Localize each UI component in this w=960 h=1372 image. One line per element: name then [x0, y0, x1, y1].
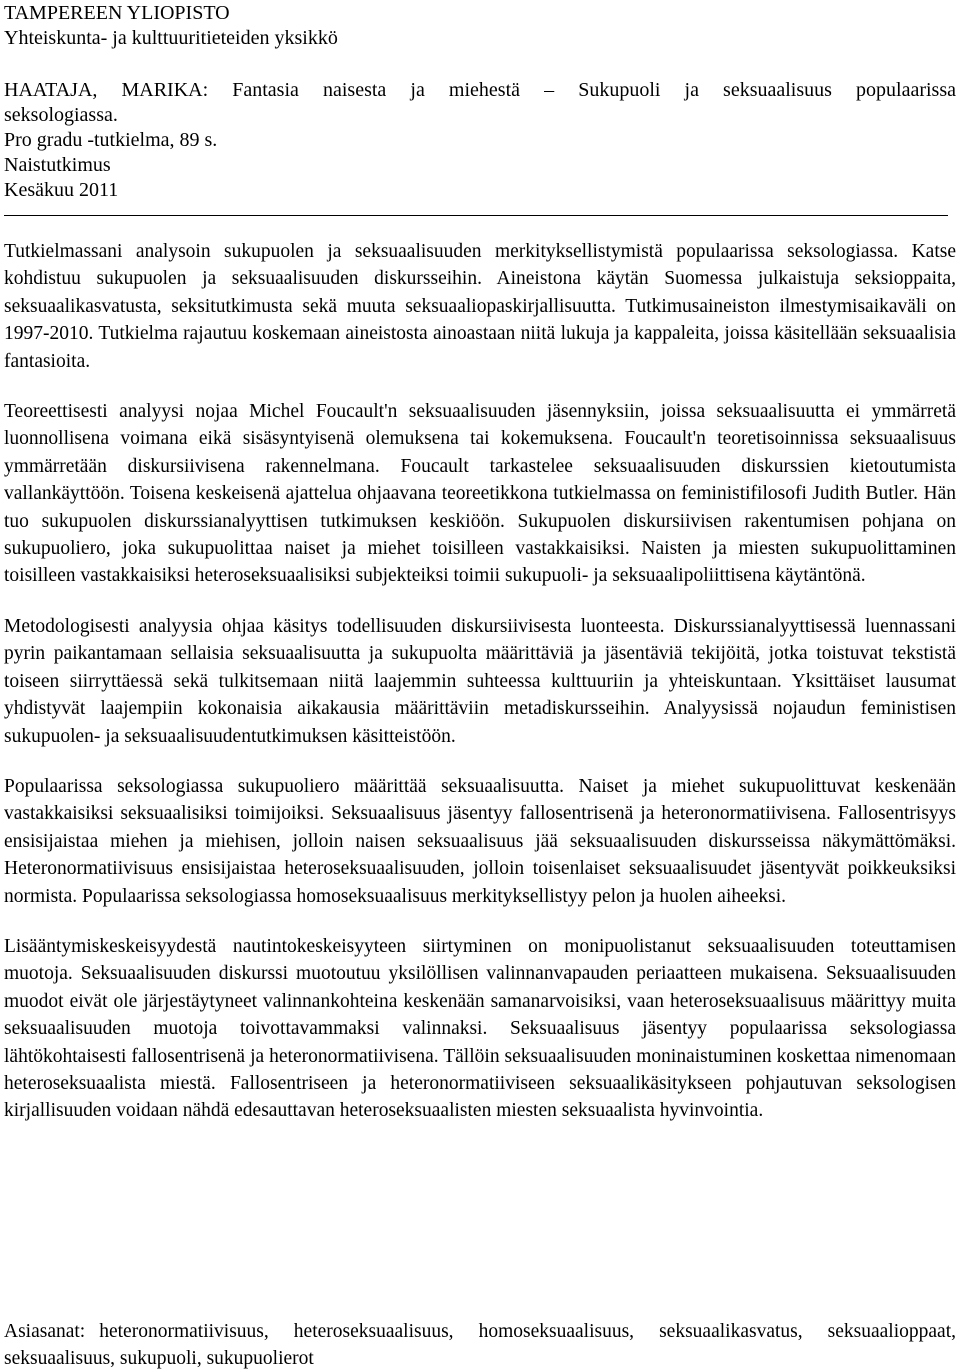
date: Kesäkuu 2011	[4, 179, 119, 201]
author-and-title: HAATAJA, MARIKA: Fantasia naisesta ja miehestä – Sukupuoli ja seksuaalisuus populaarissa	[4, 79, 956, 101]
abstract-paragraph: Lisääntymiskeskeisyydestä nautintokeskeisyyteen siirtyminen on monipuolistanut seksuaalisuuden toteuttamisen muotoja. Seksuaalisuuden diskurssi muotoutuu yksilöllisen valinnanvapauden periaatteen mukaisena. Seksuaalisuuden muodot eivät ole järjestäytyneet valinnankohteina keskenään samanarvoisiksi, vaan heteroseksuaalisuus määrittyy muita seksuaalisuuden muotoja toivottavammaksi valinnaksi. Seksuaalisuus jäsentyy populaarissa seksologiassa lähtökohtaisesti fallosentrisenä ja heteronormatiivisena. Tällöin seksuaalisuuden moninaistuminen koskettaa nimenomaan heteroseksuaalista miestä. Fallosentriseen ja heteronormatiiviseen seksuaalikäsitykseen pohjautuvan seksologisen kirjallisuuden voidaan nähdä edesauttavan heteroseksuaalisten miesten seksuaalista hyvinvointia.	[4, 935, 956, 1122]
horizontal-rule	[4, 215, 948, 216]
university-name: TAMPEREEN YLIOPISTO	[4, 2, 230, 24]
abstract	[4, 238, 956, 1125]
keywords-section	[4, 1318, 956, 1372]
document-page	[4, 0, 956, 1369]
subject: Naistutkimus	[4, 154, 111, 176]
abstract-paragraph: Metodologisesti analyysia ohjaa käsitys todellisuuden diskursiivisesta luonteesta. Diskurssianalyyttisessä luennassani pyrin paikantamaan sellaisia seksuaalisuutta ja sukupuolta määrittäviä ja jäsentäviä tekijöitä, jotka toistuvat tekstistä toiseen siirryttäessä sekä tulkitsemaan niitä laajemmin suhteessa kulttuuriin ja yhteiskuntaan. Yksittäiset lausumat yhdistyvät laajempiin kokonaisia aikakausia määrittäviin metadiskursseihin. Analyysissä nojaudun feministisen sukupuolen- ja seksuaalisuudentutkimuksen käsitteistöön.	[4, 615, 956, 747]
abstract-paragraph: Tutkielmassani analysoin sukupuolen ja seksuaalisuuden merkityksellistymistä populaarissa seksologiassa. Katse kohdistuu sukupuolen ja seksuaalisuuden diskursseihin. Aineistona käytän Suomessa julkaistuja seksioppaita, seksuaalikasvatusta, seksitutkimusta sekä muuta seksuaaliopaskirjallisuutta. Tutkimusaineiston ilmestymisaikaväli on 1997-2010. Tutkielma rajautuu koskemaan aineistosta ainoastaan niitä lukuja ja kappaleita, joissa käsitellään seksuaalisia fantasioita.	[4, 241, 956, 372]
faculty-unit: Yhteiskunta- ja kulttuuritieteiden yksikkö	[4, 27, 338, 49]
abstract-paragraph: Populaarissa seksologiassa sukupuoliero määrittää seksuaalisuutta. Naiset ja miehet sukupuolittuvat keskenään vastakkaisiksi seksuaalisiksi toimijoiksi. Seksuaalisuus jäsentyy fallosentrisenä ja heteronormatiivisena. Fallosentrisyys ensisijaistaa miehen ja miehisen, jolloin naisen seksuaalisuus jää seksuaalisuuden diskursseissa näkymättömäksi. Heteronormatiivisuus ensisijaistaa heteroseksuaalisuuden, jolloin toisenlaiset seksuaalisuudet jäsentyvät poikkeuksiksi normista. Populaarissa seksologiassa homoseksuaalisuus merkityksellistyy pelon ja huolen aiheeksi.	[4, 775, 956, 907]
header-gap	[4, 51, 956, 78]
keywords-label: Asiasanat:	[4, 1321, 86, 1342]
title-continuation: seksologiassa.	[4, 104, 118, 126]
thesis-type: Pro gradu -tutkielma, 89 s.	[4, 129, 218, 151]
abstract-paragraph: Teoreettisesti analyysi nojaa Michel Foucault'n seksuaalisuuden jäsennyksiin, joissa seksuaalisuutta ei ymmärretä luonnollisena voimana eikä sisäsyntyisenä olemuksena tai kokemuksena. Foucault'n teoretisoinnissa seksuaalisuus ymmärretään diskursiivisena rakennelmana. Foucault tarkastelee seksuaalisuuden diskurssien kietoutumista vallankäyttöön. Toisena keskeisenä ajattelua ohjaavana teoreetikkona tutkielmassa on feministifilosofi Judith Butler. Hän tuo sukupuolen diskurssianalyyttisen tutkimuksen keskiöön. Sukupuolen diskursiivisen rakentumisen pohjana on sukupuoliero, joka sukupuolittaa naiset ja miehet toisilleen vastakkaisiksi. Naisten ja miesten sukupuolittaminen toisilleen vastakkaisiksi heteroseksuaalisiksi subjekteiksi toimii sukupuoli- ja seksuaalipoliittisena käytäntönä.	[4, 401, 956, 587]
document-header	[4, 0, 956, 203]
keywords-list: heteronormatiivisuus, heteroseksuaalisuus, homoseksuaalisuus, seksuaalikasvatus, seksuaalioppaat, seksuaalisuus, sukupuoli, sukupuolierot	[4, 1321, 956, 1369]
